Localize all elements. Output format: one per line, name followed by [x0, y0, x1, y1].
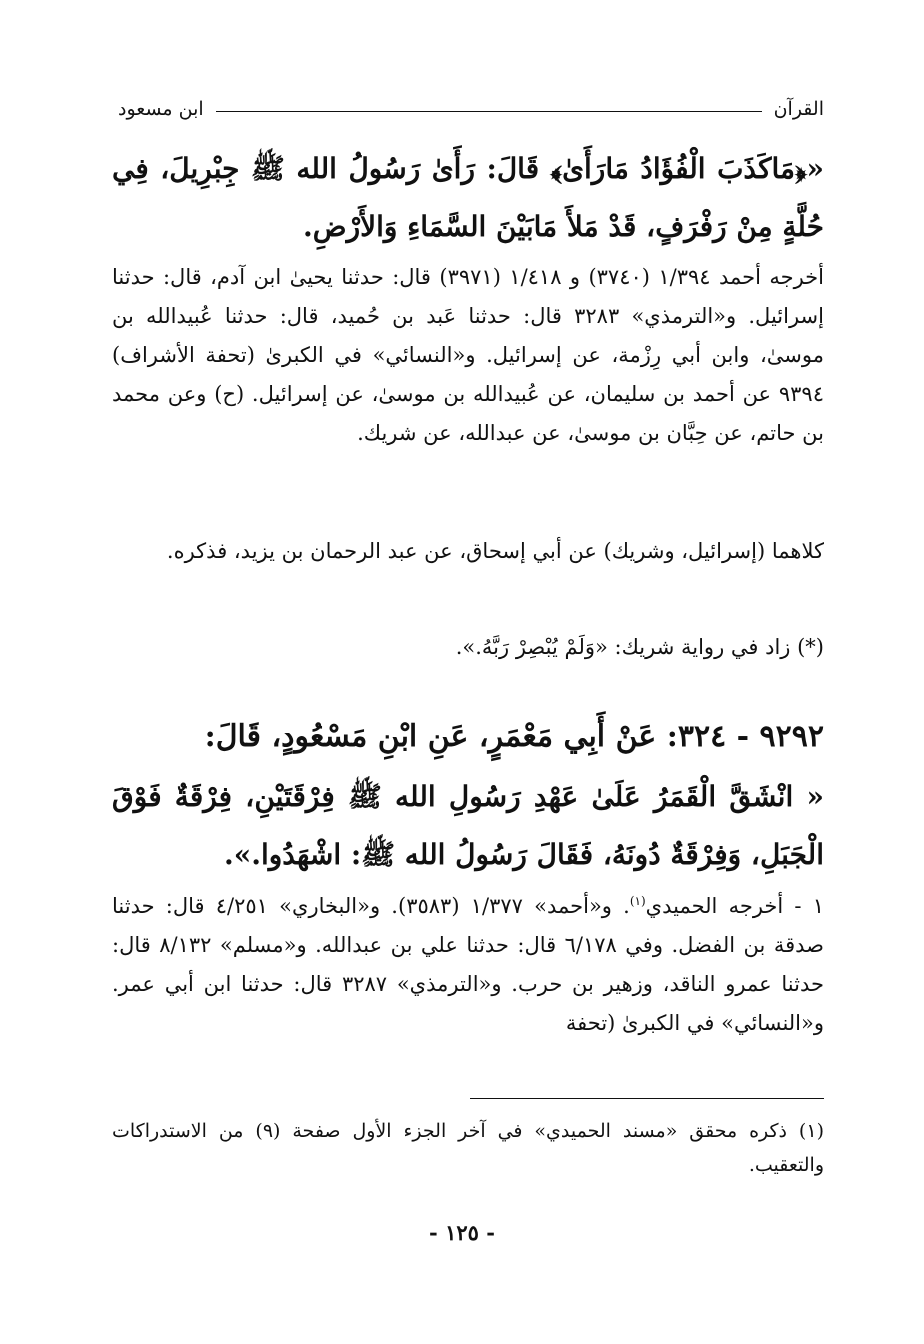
- footnote-marker: (١): [629, 894, 646, 908]
- takhrij-paragraph-3: [112, 882, 824, 1043]
- takhrij-3-rest: . و«أحمد» ١/٣٧٧ (٣٥٨٣). و«البخاري» ٤/٢٥١ قال: حدثنا صدقة بن الفضل. وفي ٦/١٧٨ قال: حدثنا علي بن عبدالله. و«مسلم» ٨/١٣٢ قال: حدثنا عمرو الناقد، وزهير بن حرب. و«الترمذي» ٣٢٨٧ قال: حدثنا ابن أبي عمر. و«النسائي» في الكبرىٰ (تحفة: [112, 894, 824, 1035]
- takhrij-paragraph-1: أخرجه أحمد ١/٣٩٤ (٣٧٤٠) و ١/٤١٨ (٣٩٧١) قال: حدثنا يحيىٰ ابن آدم، قال: حدثنا إسرائيل. و«الترمذي» ٣٢٨٣ قال: حدثنا عَبد بن حُميد، قال: حدثنا عُبيدالله بن موسىٰ، وابن أبي رِزْمة، عن إسرائيل. و«النسائي» في الكبرىٰ (تحفة الأشراف) ٩٣٩٤ عن أحمد بن سليمان، عن عُبيدالله بن موسىٰ، عن إسرائيل. (ح) وعن محمد بن حاتم، عن حِبَّان بن موسىٰ، عن عبدالله، عن شريك.: [112, 265, 824, 445]
- footnote-separator: [470, 1098, 824, 1099]
- footnote: (١) ذكره محقق «مسند الحميدي» في آخر الجزء الأول صفحة (٩) من الاستدراكات والتعقيب.: [112, 1120, 824, 1176]
- hadith-heading: ٩٢٩٢ - ٣٢٤: عَنْ أَبِي مَعْمَرٍ، عَنِ ابْنِ مَسْعُودٍ، قَالَ:: [204, 719, 824, 754]
- header-section: القرآن: [773, 98, 824, 120]
- running-header: [118, 92, 824, 126]
- takhrij-paragraph-2: كلاهما (إسرائيل، وشريك) عن أبي إسحاق، عن عبد الرحمان بن يزيد، فذكره.: [166, 539, 824, 563]
- riwaya-addition: (*) زاد في رواية شريك: «وَلَمْ يُبْصِرْ رَبَّهُ.».: [455, 635, 824, 659]
- hadith-text-2: « انْشَقَّ الْقَمَرُ عَلَىٰ عَهْدِ رَسُولِ الله ﷺ فِرْقَتَيْنِ، فِرْقَةٌ فَوْقَ الْجَبَلِ، وَفِرْقَةٌ دُونَهُ، فَقَالَ رَسُولُ الله ﷺ: اشْهَدُوا.».: [112, 780, 824, 871]
- page-number: - ١٢٥ -: [429, 1220, 495, 1245]
- header-rule: [216, 111, 762, 112]
- takhrij-3-start: ١ - أخرجه الحميدي: [645, 894, 825, 918]
- hadith-text-1: «﴿مَاكَذَبَ الْفُؤَادُ مَارَأَىٰ﴾ قَالَ: رَأَىٰ رَسُولُ الله ﷺ جِبْرِيلَ، فِي حُلَّةٍ مِنْ رَفْرَفٍ، قَدْ مَلأَ مَابَيْنَ السَّمَاءِ وَالأَرْضِ.: [112, 152, 824, 243]
- header-chapter: ابن مسعود: [118, 98, 204, 120]
